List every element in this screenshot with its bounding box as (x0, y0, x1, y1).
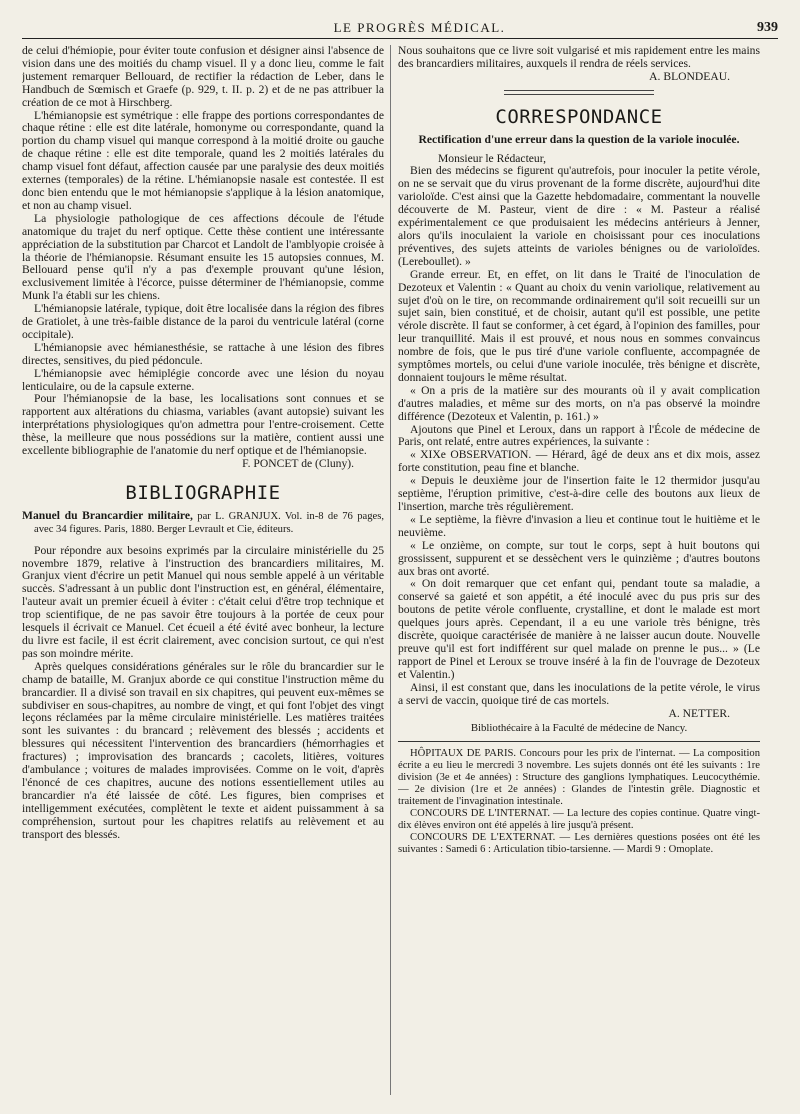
book-title: Manuel du Brancardier militaire, (22, 508, 193, 522)
two-column-body (22, 45, 778, 1095)
book-details: par L. GRANJUX. Vol. in-8 de 76 pages, avec 34 figures. Paris, 1880. Berger Levrault et Cie, éditeurs. (34, 510, 384, 535)
paragraph: L'hémianopsie latérale, typique, doit être localisée dans la région des fibres de Gratiolet, à une très-faible distance de la paroi du ventricule latéral (corne occipitale). (22, 302, 384, 341)
book-reference (22, 510, 384, 537)
author-affiliation: Bibliothécaire à la Faculté de médecine de Nancy. (470, 722, 688, 735)
salutation: Monsieur le Rédacteur, (438, 151, 547, 165)
ornament-divider (504, 90, 654, 95)
letter-signature: A. NETTER. (668, 706, 730, 720)
paragraph: L'hémianopsie est symétrique : elle frappe des portions correspondantes de chaque rétine : elle est dite latérale, homonyme ou correspondante, quand la portion du champ visuel qui manque correspond à la moitié droite ou gauche de chaque rétine : elle est dite temporale, quand les 2 moitiés latérales du champ visuel font défaut, affection causée par une paralysie des deux moitiés externes (temporales) de la rétine. L'hémianopsie nasale est contestée. Il est donc bien entendu que le mot hémianopsie s'applique à la lésion anatomique, et non au champ visuel. (22, 108, 384, 212)
paragraph: Après quelques considérations générales sur le rôle du brancardier sur le champ de bataille, M. Granjux aborde ce qui constitue l'instruction même du brancardier. Il a divisé son travail en six chapitres, qui peuvent eux-mêmes se subdiviser en sous-chapitres, au nombre de vingt, et qui font l'objet des vingt leçons réclamées par la même circulaire ministérielle. Les matières traitées sont les suivantes : du brancard ; relèvement des blessés ; accidents et blessures qui nécessitent l'intervention des brancardiers (hémorrhagies et fractures) ; improvisation des brancards ; cacolets, litières, voitures d'ambulance ; voitures de malades improvisées. Comme on le voit, d'après l'énoncé de ces chapitres, aucune des notions essentiellement utiles au brancardier n'a été laissée de côté. Les figures, bien comprises et intelligemment exécutées, complètent le texte et aident puissamment à sa compréhension, surtout pour les chapitres relatifs au relèvement et au transport des blessés. (22, 659, 384, 841)
bibliographie-heading: BIBLIOGRAPHIE (125, 481, 281, 504)
paragraph: « On doit remarquer que cet enfant qui, pendant toute sa maladie, a conservé sa gaieté et son appétit, a été inoculé avec du pus pris sur des boutons de petite vérole confluente, crystalline, et dont le malade est mort quelques jours après. Cependant, il a eu une variole très bénigne, très discrète, quoique caractérisée de manière à ne laisser aucun doute. Nouvelle preuve qu'il est fort indifférent sur quel malade on prenne le pus... » (Le rapport de Pinel et Leroux se trouve inséré à la fin de l'ouvrage de Dezoteux et Valentin.) (398, 577, 760, 681)
page-number: 939 (757, 20, 778, 35)
newspaper-page (22, 14, 778, 1104)
author-signature: F. PONCET de (Cluny). (242, 457, 354, 470)
paragraph: Ainsi, il est constant que, dans les inoculations de la petite vérole, le virus a servi de vaccin, quoique tiré de cas mortels. (398, 680, 760, 707)
news-item: CONCOURS DE L'EXTERNAT. — Les dernières questions posées ont été les suivantes : Samedi 6 : Articulation tibio-tarsienne. — Mardi 9 : Omoplate. (398, 832, 760, 856)
paragraph: Ajoutons que Pinel et Leroux, dans un rapport à l'École de médecine de Paris, ont relaté, entre autres expériences, la suivante : (398, 422, 760, 449)
letter-subheading: Rectification d'une erreur dans la question de la variole inoculée. (418, 132, 740, 146)
paragraph: « Depuis le deuxième jour de l'insertion faite le 12 thermidor jusqu'au septième, l'éruption primitive, c'est-à-dire celle des boutons aux lieux de l'insertion, marche très régulièrement. (398, 474, 760, 513)
paragraph: L'hémianopsie avec hémiplégie concorde avec une lésion du noyau lenticulaire, ou de la capsule externe. (22, 366, 384, 393)
paragraph: Grande erreur. Et, en effet, on lit dans le Traité de l'inoculation de Dezoteux et Valentin : « Quant au choix du venin variolique, relativement au sujet d'où on le tire, on recommande ordinairement qu'il soit recueilli sur un sujet sain, bien constitué, et de choisir, autant qu'il est possible, une petite vérole discrète. Il faut se conformer, à cet égard, à l'opinion des familles, pour leur tranquillité. Mais il est prouvé, et nous nous en sommes convaincus nombre de fois, que le pus tiré d'une variole confluente, accompagnée de symptômes mortels, ou celui d'une variole inoculée, très bénigne et discrète, donnaient toujours le même résultat. (398, 267, 760, 384)
paragraph: Nous souhaitons que ce livre soit vulgarisé et mis rapidement entre les mains des brancardiers militaires, auxquels il rendra de réels services. (398, 45, 760, 70)
news-section (398, 741, 760, 856)
news-item: CONCOURS DE L'INTERNAT. — La lecture des copies continue. Quatre vingt-dix élèves environ ont été appelés à lire jusqu'à présent. (398, 808, 760, 832)
news-item: HÔPITAUX DE PARIS. Concours pour les prix de l'internat. — La composition écrite a eu lieu le mercredi 3 novembre. Les sujets donnés ont été les suivants : 1re division (3e et 4e années) : Structure des ganglions lymphatiques. Leucocythémie. — 2e division (1re et 2e années) : Glandes de l'intestin grêle. Diagnostic et traitement de l'invagination intestinale. (398, 748, 760, 808)
paragraph: de celui d'hémiopie, pour éviter toute confusion et désigner ainsi l'absence de vision dans une des moitiés du champ visuel. Il y a donc lieu, comme le fait justement remarquer Bellouard, de rectifier la rédaction de Leber, dans le Handbuch de Sœmisch et Graefe (p. 929, t. II. p. 2) et de ne pas attribuer la création de ce mot à Hirschberg. (22, 45, 384, 109)
paragraph: L'hémianopsie avec hémianesthésie, se rattache à une lésion des fibres directes, sensitives, du pied pédoncule. (22, 340, 384, 367)
paragraph: « Le onzième, on compte, sur tout le corps, sept à huit boutons qui grossissent, suppurent et se dessèchent vers le quinzième ; d'autres boutons aux bras ont avorté. (398, 538, 760, 578)
column-rule (390, 45, 391, 1095)
page-header (22, 14, 778, 39)
paragraph: Bien des médecins se figurent qu'autrefois, pour inoculer la petite vérole, on ne se servait que du virus provenant de la forme discrète, aujourd'hui dite varioloïde. C'est ainsi que la Gazette hebdomadaire, commentant la nouvelle découverte de M. Pasteur, vient de dire : « M. Pasteur a réalisé expérimentalement ce que produisaient les médecins antérieurs à Jenner, alors qu'ils inoculaient la variole en choisissant pour ces inoculations préventives, des sujets atteints de varioles bénignes ou de varioloïdes. (Lereboullet). » (398, 164, 760, 268)
right-column (398, 45, 760, 1095)
paragraph: « On a pris de la matière sur des mourants où il y avait complication d'autres maladies, et même sur des morts, on n'a pas observé la moindre différence (Dezoteux et Valentin, p. 161.) » (398, 383, 760, 423)
paragraph: Pour répondre aux besoins exprimés par la circulaire ministérielle du 25 novembre 1879, relative à l'instruction des brancardiers militaires, M. Granjux vient d'écrire un petit Manuel qui nous semble appelé à un véritable succès. S'adressant à un public dont l'instruction est, en général, élémentaire, l'auteur avait un premier écueil à éviter : c'était celui d'être trop technique et trop scientifique, de ne pas savoir être toujours à la portée de ceux pour lesquels il écrivait ce Manuel. Cet écueil a été évité avec bonheur, la lecture du livre est facile, il est écrit clairement, avec concision surtout, ce qui n'est pas son moindre mérite. (22, 543, 384, 660)
paragraph: La physiologie pathologique de ces affections découle de l'étude anatomique du trajet du nerf optique. Cette thèse contient une intéressante appréciation de la substitution par Charcot et Landolt de l'amblyopie croisée à la théorie de l'hémianopsie. Résumant ensuite les 15 autopsies connues, M. Bellouard pense qu'il n'y a pas d'exemple prouvant qu'une lésion, exclusivement limitée à l'écorce, puisse déterminer de l'hémianopsie, comme Munk l'a établi sur les chiens. (22, 211, 384, 303)
journal-title: LE PROGRÈS MÉDICAL. (333, 20, 506, 35)
paragraph: Pour l'hémianopsie de la base, les localisations sont connues et se rapportent aux altérations du chiasma, variables (avant autopsie) suivant les interprétations physiologiques qu'on admettra pour l'entre-croisement. Cette thèse, la meilleure que nous possédions sur la matière, contient aussi une excellente bibliographie de l'anatomie du nerf optique et de l'hémianopsie. (22, 392, 384, 458)
correspondance-heading: CORRESPONDANCE (495, 105, 663, 128)
paragraph: « Le septième, la fièvre d'invasion a lieu et continue tout le huitième et le neuvième. (398, 512, 760, 539)
paragraph: « XIXe OBSERVATION. — Hérard, âgé de deux ans et dix mois, assez forte constitution, peau fine et blanche. (398, 448, 760, 475)
review-signature: A. BLONDEAU. (649, 69, 730, 83)
left-column (22, 45, 384, 1095)
